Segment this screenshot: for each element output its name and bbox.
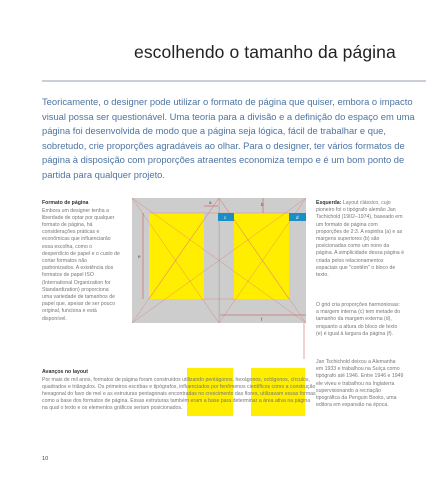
label-e: e <box>138 254 141 259</box>
sidebar-right-p1: Layout clássico, cujo pioneiro foi o tipógrafo alemão Jan Tschichold (1902–1974), baseado em um formato de página com proporções de 2:3. A espinha (a) e as margens superiores (b) são posicionadas como um nono da página. A simplicidade dessa página é criada pelos relacionamentos espaciais que "contêm" o bloco de texto. <box>316 200 404 279</box>
sidebar-left-body: Embora um designer tenha a liberdade de optar por qualquer formato de página, há considerações práticas e econômicas que influenciarão essa escolha, como o desperdício de papel e o custo de cortar formatos não padronizados. A existência dos formatos de papel ISO (International Organization for Standardization) proporciona uma variedade de tamanhos de papel que, apesar de ser pouco original, funciona e está disponível. <box>42 207 120 322</box>
sidebar-right-p3: Jan Tschichold deixou a Alemanha em 1933 e trabalhou na Suíça como tipógrafo até 1946. Entre 1946 e 1949 ele viveu e trabalhou na Inglaterra supervisionando a recriação tipográfica da Penguin Books, uma editora em expansão na época. <box>316 359 404 409</box>
text-block-left <box>149 213 204 299</box>
tschichold-layout-diagram <box>132 198 307 359</box>
label-f: f <box>261 317 263 322</box>
label-b: b <box>261 202 264 207</box>
sidebar-right-p2: O grid cria proporções harmoniosas: a margem interna (c) tem metade do tamanho da margem externa (d), enquanto a altura do bloco de texto (e) é igual à largura da página (f). <box>316 302 401 337</box>
title-divider <box>42 80 426 82</box>
sidebar-right-bio <box>316 359 404 409</box>
bottom-note-heading: Avanços no layout <box>42 369 88 375</box>
page-number: 10 <box>42 456 49 462</box>
page-title: escolhendo o tamanho da página <box>134 42 396 62</box>
sidebar-left-heading: Formato de página <box>42 200 89 206</box>
sidebar-left <box>42 200 120 323</box>
label-d: d <box>296 215 299 220</box>
sidebar-right-caption <box>316 200 404 279</box>
bottom-note <box>42 369 317 413</box>
label-a: a <box>209 200 212 205</box>
sidebar-right-grid-note <box>316 302 404 338</box>
label-c: c <box>224 215 227 220</box>
text-block-right <box>234 213 289 299</box>
sidebar-right-heading: Esquerda: <box>316 200 342 206</box>
bottom-note-body: Por mais de mil anos, formatos de página foram construídos utilizando pentágonos, hexágonos, octógonos, círculos, quadrados e triângulos. Os primeiros escribas e tipógrafos, influenciados por fenômenos científicos como a construção hexagonal do favo de mel e as estruturas pentagonais encontradas no crescimento das flores, utilizavam essas formas como a base dos formatos de página. Essas estruturas também eram a base para determinar a área ativa na página na qual o texto e os elementos gráficos seriam posicionados. <box>42 376 316 412</box>
intro-paragraph: Teoricamente, o designer pode utilizar o formato de página que quiser, embora o impacto visual possa ser questionável. Uma teoria para a divisão e a definição do espaço em uma página foi desenvolvida de modo que a página seja lógica, fácil de trabalhar e que, sobretudo, crie proporções agradáveis ao olhar. Para o designer, ter vários formatos de página à disposição com proporções atraentes economiza tempo e é um bom ponto de partida para qualquer projeto. <box>42 96 415 180</box>
